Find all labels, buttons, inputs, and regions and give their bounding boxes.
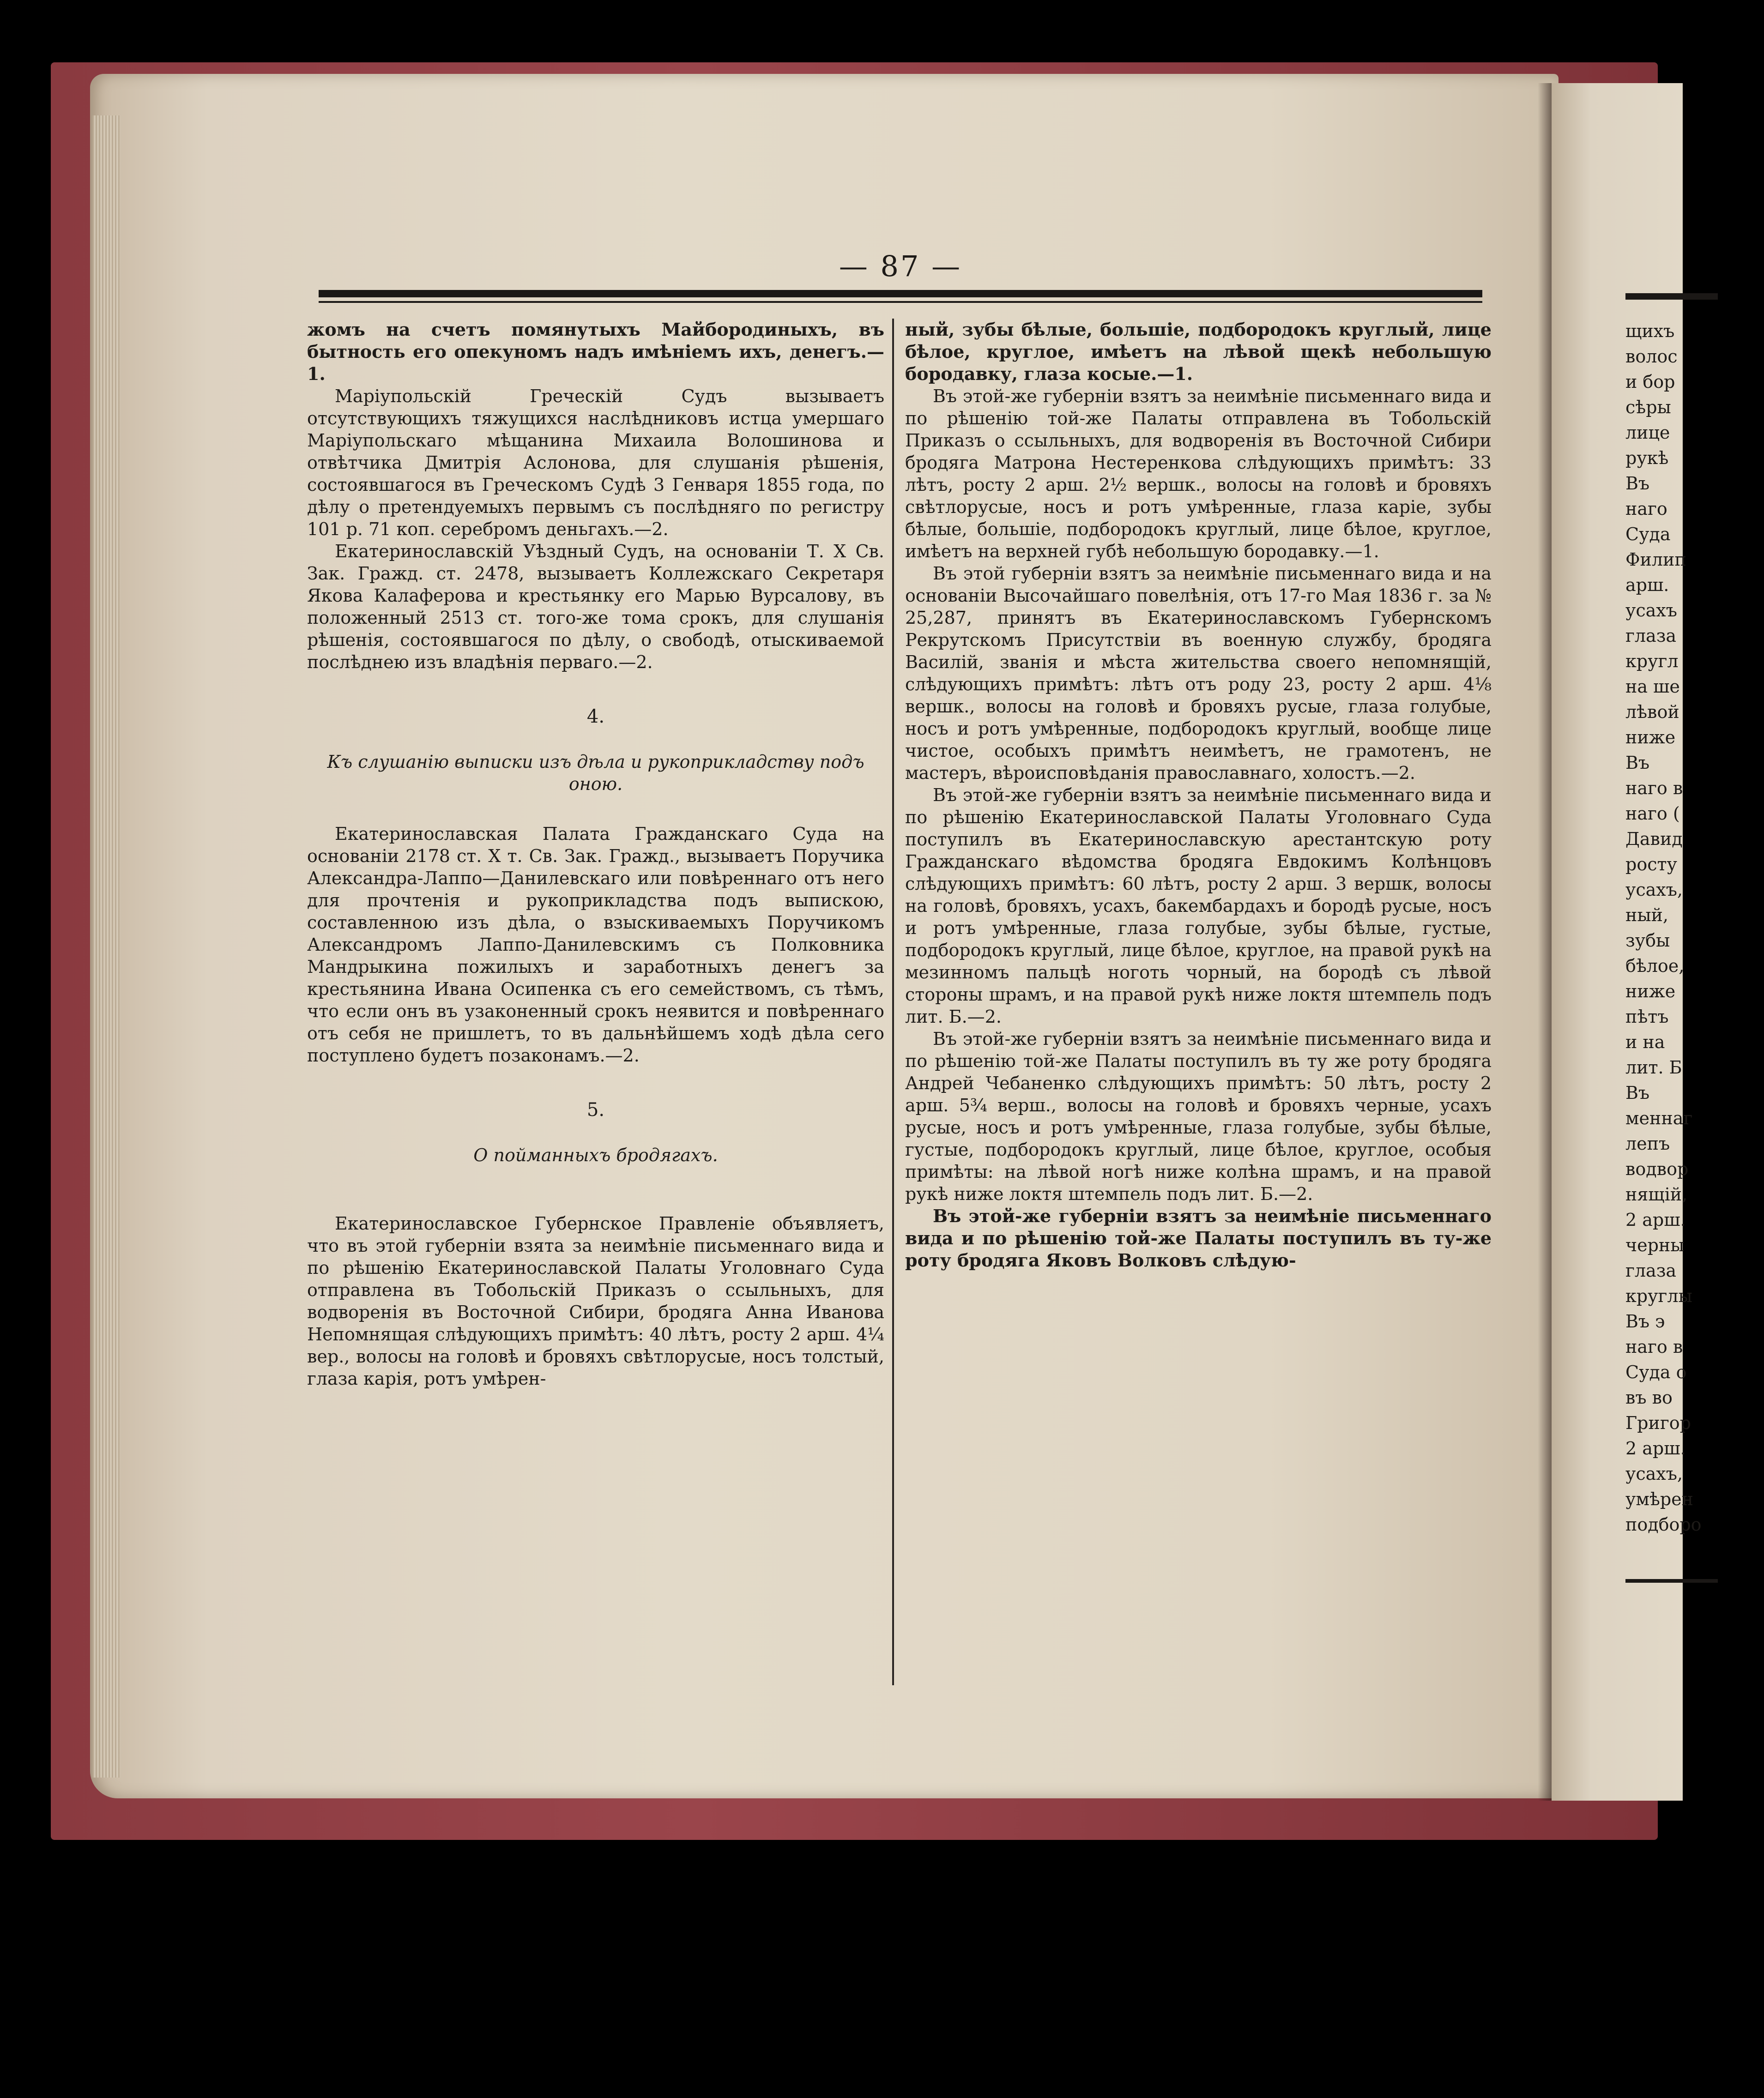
next-page-line: Суда о [1625, 1362, 1687, 1382]
next-page-line: черны [1625, 1235, 1685, 1255]
paragraph: жомъ на счетъ помянутыхъ Майбородиныхъ, въ бытность его опекуномъ надъ имѣніемъ ихъ, денегъ.—1. [307, 319, 884, 384]
next-page-text [1625, 319, 1764, 1537]
next-page-bottom-rule [1625, 1579, 1718, 1583]
next-page-line: усахъ, [1625, 880, 1683, 900]
next-page-header-rule [1625, 293, 1718, 300]
next-page-line: лит. Б [1625, 1057, 1682, 1078]
section-number: 4. [586, 706, 605, 727]
next-page-line: лепъ [1625, 1133, 1670, 1154]
next-page-line: щихъ [1625, 321, 1675, 341]
next-page-line: Въ [1625, 473, 1650, 494]
next-page-line: кругл [1625, 651, 1679, 671]
next-page-line: сѣры [1625, 397, 1671, 417]
section-title: О пойманныхъ бродягахъ. [473, 1145, 718, 1165]
next-page-line: усахъ [1625, 600, 1677, 621]
next-page-line: глаза [1625, 1260, 1677, 1281]
paragraph: Екатеринославское Губернское Правленіе объявляетъ, что въ этой губерніи взята за неимѣніе письменнаго вида и по рѣшенію Екатеринославской Палаты Уголовнаго Суда отправлена въ Тобольскій Приказъ о ссыльныхъ, для водворенія въ Восточной Сибири, бродяга Анна Иванова Непомнящая слѣдующихъ примѣтъ: 40 лѣтъ, росту 2 арш. 4¼ вер., волосы на головѣ и бровяхъ свѣтлорусые, носъ толстый, глаза карія, ротъ умѣрен- [307, 1213, 884, 1389]
section-title: Къ слушанію выписки изъ дѣла и рукоприкладству подъ оною. [327, 752, 864, 794]
next-page-line: наго в [1625, 1337, 1683, 1357]
paragraph: Въ этой-же губерніи взятъ за неимѣніе письменнаго вида и по рѣшенію Екатеринославской Палаты Уголовнаго Суда поступилъ въ Екатеринославскую арестантскую роту Гражданскаго вѣдомства бродяга Евдокимъ Колѣнцовъ слѣдующихъ примѣтъ: 60 лѣтъ, росту 2 арш. 3 вершк, волосы на головѣ, бровяхъ, усахъ, бакембардахъ и бородѣ русые, носъ и ротъ умѣренные, глаза голубые, зубы бѣлые, густые, подбородокъ круглый, лице бѣлое, круглое, на правой рукѣ на мезинномъ пальцѣ ноготь чорный, на бородѣ съ лѣвой стороны шрамъ, и на правой рукѣ ниже локтя штемпель подъ лит. Б.—2. [905, 785, 1492, 1027]
next-page-line: наго ( [1625, 803, 1680, 824]
next-page-line: водвор [1625, 1159, 1689, 1179]
next-page-line: Филип [1625, 549, 1686, 570]
header-rule-thin [319, 301, 1482, 303]
next-page-line: волос [1625, 346, 1678, 367]
next-page-line: пѣтъ [1625, 1007, 1669, 1027]
paragraph: Въ этой-же губерніи взятъ за неимѣніе письменнаго вида и по рѣшенію той-же Палаты поступилъ въ ту-же роту бродяга Яковъ Волковъ слѣдую- [905, 1206, 1492, 1271]
next-page-fragment [1552, 83, 1702, 1801]
next-page-line: бѣлое, [1625, 956, 1685, 976]
next-page-line: ный, [1625, 905, 1668, 925]
next-page-line: Григор [1625, 1413, 1691, 1433]
next-page-line: 2 арш. [1625, 1438, 1686, 1459]
next-page-line: 2 арш. [1625, 1210, 1686, 1230]
next-page-line: въ во [1625, 1387, 1673, 1408]
next-page-line: и бор [1625, 372, 1675, 392]
next-page-line: лице [1625, 422, 1670, 443]
paragraph: ный, зубы бѣлые, большіе, подбородокъ круглый, лице бѣлое, круглое, имѣетъ на лѣвой щекѣ небольшую бородавку, глаза косые.—1. [905, 319, 1492, 384]
next-page-line: круглы [1625, 1286, 1692, 1306]
page-edges [92, 115, 120, 1778]
next-page-line: наго в [1625, 778, 1683, 798]
next-page-line: ниже [1625, 981, 1676, 1001]
next-page-line: подборо [1625, 1514, 1702, 1535]
next-page-line: арш. [1625, 575, 1669, 595]
next-page-line: нящій, [1625, 1184, 1688, 1205]
section-number: 5. [586, 1099, 605, 1121]
next-page-line: Суда [1625, 524, 1671, 544]
next-page-line: умѣрен [1625, 1489, 1693, 1509]
next-page-line: Въ [1625, 1083, 1650, 1103]
header-rule [319, 290, 1482, 297]
next-page-line: усахъ, [1625, 1464, 1683, 1484]
next-page-line: и на [1625, 1032, 1665, 1052]
next-page-line: зубы [1625, 930, 1670, 951]
next-page-line: Въ [1625, 753, 1650, 773]
paragraph: Маріупольскій Греческій Судъ вызываетъ отсутствующихъ тяжущихся наслѣдниковъ истца умершаго Маріупольскаго мѣщанина Михаила Волошинова и отвѣтчика Дмитрія Аслонова, для слушанія рѣшенія, состоявшагося въ Греческомъ Судѣ 3 Генваря 1855 года, по дѣлу о претендуемыхъ первымъ съ послѣдняго по регистру 101 р. 71 коп. серебромъ деньгахъ.—2. [307, 386, 884, 539]
next-page-line: ниже [1625, 727, 1676, 748]
next-page-line: Въ э [1625, 1311, 1665, 1332]
next-page-line: лѣвой [1625, 702, 1679, 722]
paragraph: Въ этой-же губерніи взятъ за неимѣніе письменнаго вида и по рѣшенію той-же Палаты отправлена въ Тобольскій Приказъ о ссыльныхъ, для водворенія въ Восточной Сибири бродяга Матрона Нестеренкова слѣдующихъ примѣтъ: 33 лѣтъ, росту 2 арш. 2½ вершк., волосы на головѣ и бровяхъ свѣтлорусые, носъ и ротъ умѣренные, глаза каріе, зубы бѣлые, большіе, подбородокъ круглый, лице бѣлое, круглое, имѣетъ на верхней губѣ небольшую бородавку.—1. [905, 386, 1492, 561]
page-number: — 87 — [839, 249, 962, 283]
next-page-line: на ше [1625, 676, 1680, 697]
column-divider [892, 319, 894, 1685]
next-page-line: наго [1625, 499, 1667, 519]
right-column [905, 319, 1492, 1272]
next-page-line: Давид [1625, 829, 1683, 849]
next-page-line: росту [1625, 854, 1677, 874]
paragraph: Екатеринославскій Уѣздный Судъ, на основаніи Т. X Св. Зак. Гражд. ст. 2478, вызываетъ Коллежскаго Секретаря Якова Калаферова и крестьянку его Марью Вурсалову, въ положенный 2513 ст. того-же тома срокъ, для слушанія рѣшенія, состоявшагося по дѣлу, о свободѣ, отыскиваемой послѣднею изъ владѣнія перваго.—2. [307, 541, 884, 672]
paragraph: Въ этой-же губерніи взятъ за неимѣніе письменнаго вида и по рѣшенію той-же Палаты поступилъ въ ту же роту бродяга Андрей Чебаненко слѣдующихъ примѣтъ: 50 лѣтъ, росту 2 арш. 5¾ верш., волосы на головѣ и бровяхъ черные, усахъ русые, носъ и ротъ умѣренные, глаза голубые, зубы бѣлые, густые, подбородокъ круглый, лице бѣлое, круглое, особыя примѣты: на лѣвой ногѣ ниже колѣна шрамъ, и на правой рукѣ ниже локтя штемпель подъ лит. Б.—2. [905, 1029, 1492, 1204]
next-page-line: глаза [1625, 626, 1677, 646]
paragraph: Въ этой губерніи взятъ за неимѣніе письменнаго вида и на основаніи Высочайшаго повелѣнія, отъ 17-го Мая 1836 г. за № 25,287, принятъ въ Екатеринославскомъ Губернскомъ Рекрутскомъ Присутствіи въ военную службу, бродяга Василій, званія и мѣста жительства своего непомнящій, слѣдующихъ примѣтъ: лѣтъ отъ роду 23, росту 2 арш. 4⅛ вершк., волосы на головѣ и бровяхъ русые, глаза голубые, носъ и ротъ умѣренные, подбородокъ круглый, вообще лице чистое, особыхъ примѣтъ неимѣетъ, не грамотенъ, не мастеръ, вѣроисповѣданія православнаго, холостъ.—2. [905, 563, 1492, 783]
paragraph: Екатеринославская Палата Гражданскаго Суда на основаніи 2178 ст. X т. Св. Зак. Гражд., вызываетъ Поручика Александра-Лаппо—Данилевскаго или повѣреннаго отъ него для прочтенія и рукоприкладства подъ выпискою, составленною изъ дѣла, о взыскиваемыхъ Поручикомъ Александромъ Лаппо-Данилевскимъ съ Полковника Мандрыкина пожилыхъ и заработныхъ денегъ за крестьянина Ивана Осипенка съ его семействомъ, съ тѣмъ, что если онъ въ узаконенный срокъ неявится и повѣреннаго отъ себя не пришлетъ, то въ дальнѣйшемъ ходѣ дѣла сего поступлено будетъ позаконамъ.—2. [307, 824, 884, 1066]
next-page-line: рукѣ [1625, 448, 1669, 468]
left-column [307, 319, 884, 1390]
next-page-line: меннаг [1625, 1108, 1693, 1128]
